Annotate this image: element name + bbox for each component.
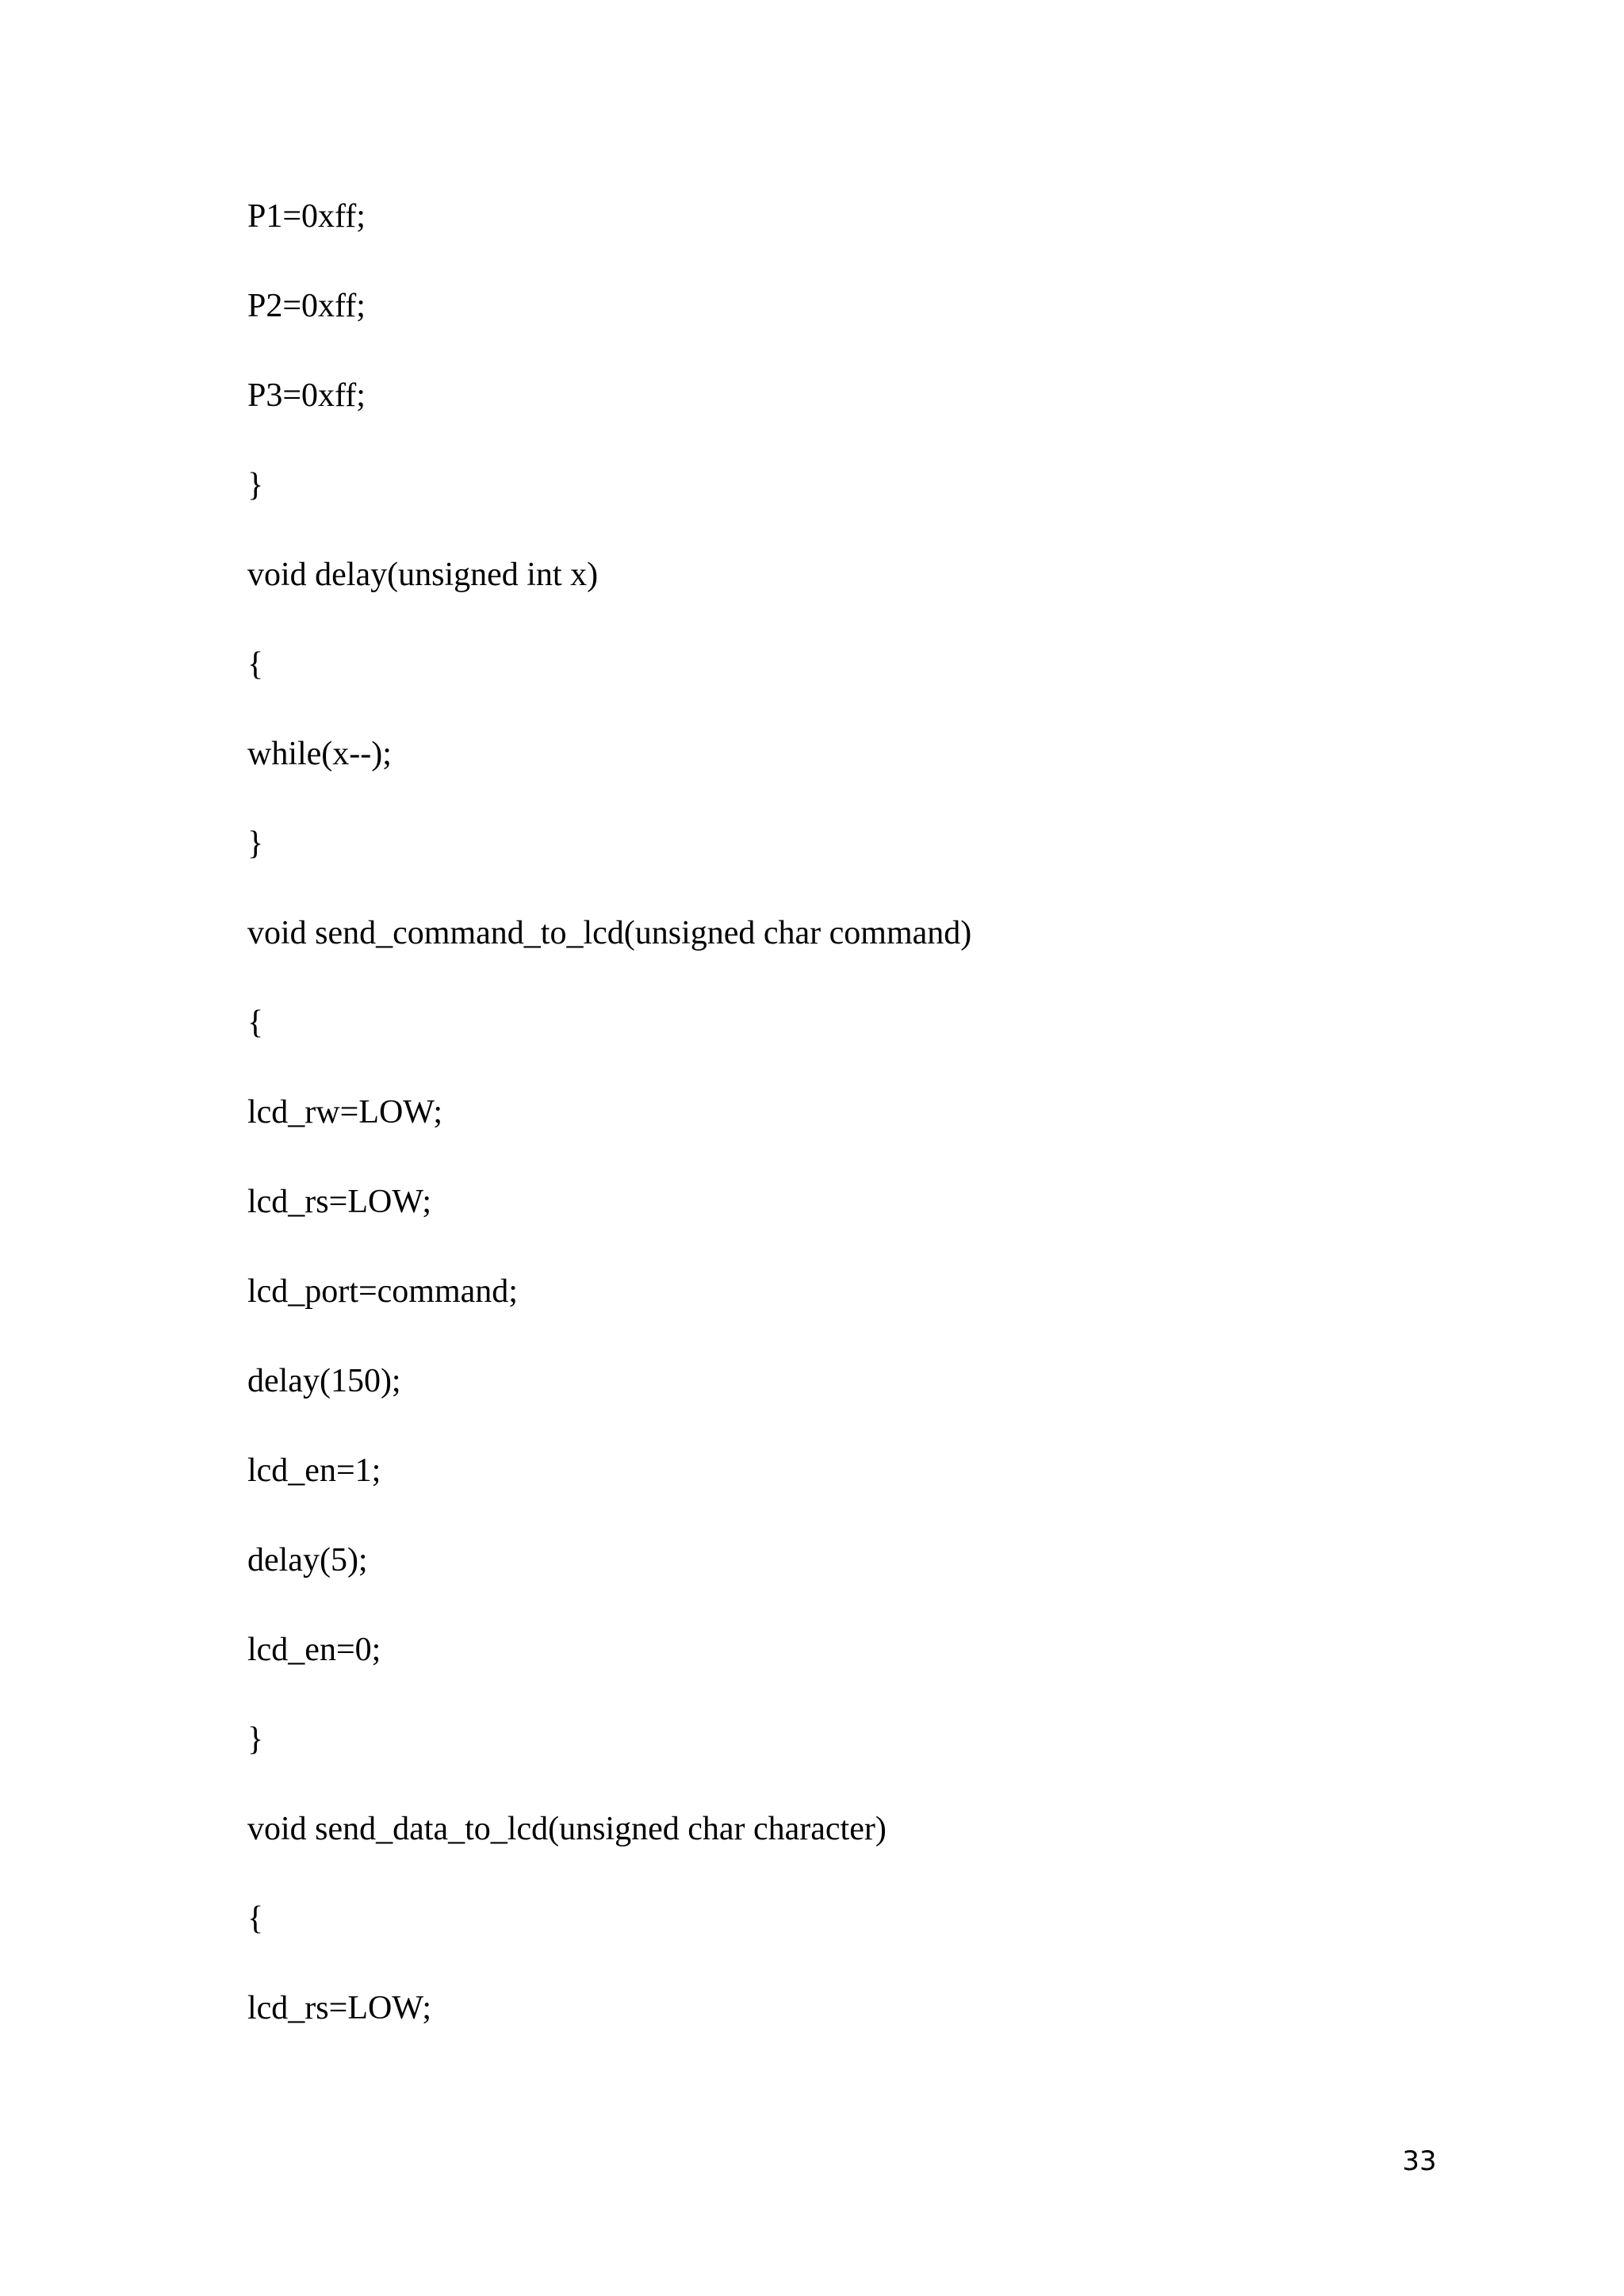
code-line: { [247,646,264,683]
code-line: lcd_en=0; [247,1632,381,1668]
code-line: { [247,1900,264,1937]
code-line: lcd_rs=LOW; [247,1184,432,1220]
code-line: delay(150); [247,1363,401,1399]
code-line: } [247,467,264,503]
code-line: P3=0xff; [247,377,366,414]
code-line: } [247,825,264,862]
page-number: 33 [1402,2145,1437,2177]
code-line: lcd_en=1; [247,1452,381,1489]
code-line: { [247,1004,264,1041]
code-line: delay(5); [247,1542,368,1578]
code-line: lcd_port=command; [247,1273,518,1310]
code-line: void send_data_to_lcd(unsigned char character) [247,1811,887,1847]
code-line: lcd_rw=LOW; [247,1094,443,1131]
code-listing [247,190,971,2072]
code-line: } [247,1721,264,1758]
code-line: while(x--); [247,736,392,772]
code-line: P2=0xff; [247,288,366,324]
code-line: P1=0xff; [247,198,366,235]
code-line: lcd_rs=LOW; [247,1990,432,2026]
code-line: void send_command_to_lcd(unsigned char command) [247,915,972,951]
code-line: void delay(unsigned int x) [247,557,599,593]
